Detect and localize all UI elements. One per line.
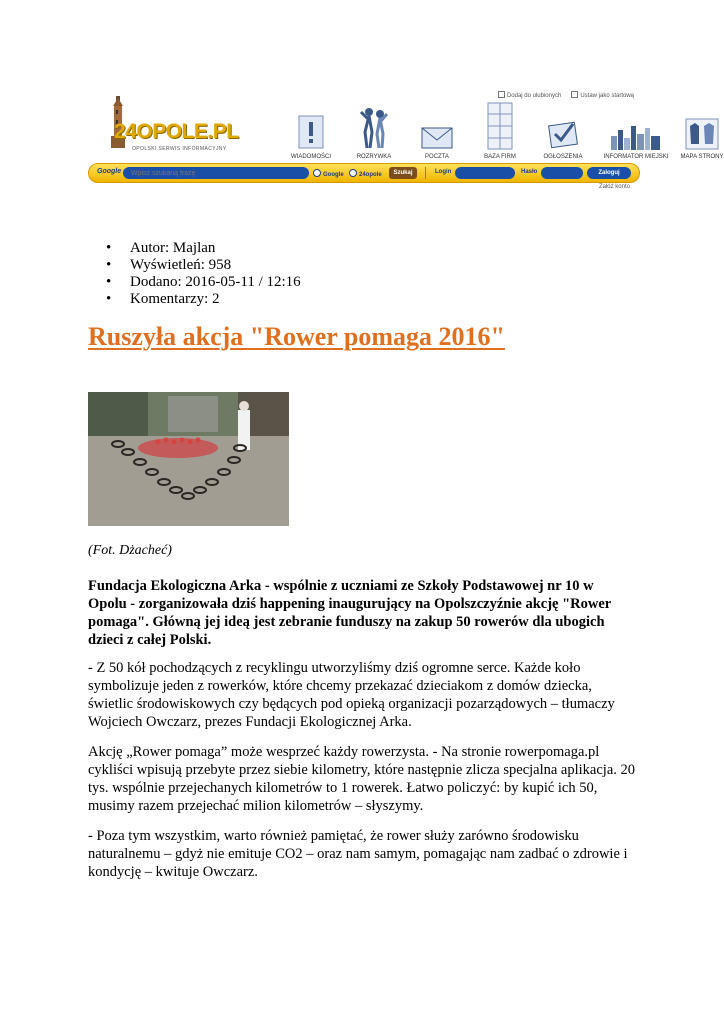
logo-subtitle: OPOLSKI SERWIS INFORMACYJNY: [132, 146, 227, 152]
article-paragraph-1: - Z 50 kół pochodzących z recyklingu utworzyliśmy dziś ogromne serce. Każde koło symbolizuje jeden z rowerków, które chcemy przekazać dzieciakom z domów dziecka, świetlic środowiskowych czy będących pod opieką organizacji pozarządowych – tłumaczy Wojciech Owczarz, prezes Fundacji Ekologicznej Arka.: [88, 660, 615, 730]
meta-author: • Autor: Majlan: [88, 240, 301, 257]
meta-comments: • Komentarzy: 2: [88, 291, 301, 308]
meta-views: • Wyświetleń: 958: [88, 257, 301, 274]
login-button[interactable]: Zaloguj: [587, 167, 631, 179]
shirts-icon: [685, 118, 719, 150]
people-icon: [359, 106, 389, 150]
article-paragraph-3: - Poza tym wszystkim, warto również pamiętać, że rower służy zarówno środowisku naturalnemu – gdyż nie emituje CO2 – oraz nam samym, pomagając nam zadbać o zdrowie i kondycję – kwituje Owczarz.: [88, 828, 628, 880]
search-engine-label: Google: [97, 168, 122, 175]
article-meta: [88, 240, 301, 308]
password-input[interactable]: [541, 167, 583, 179]
shelf-icon: [487, 102, 513, 150]
city-icon: [609, 122, 663, 150]
site-logo[interactable]: [88, 94, 258, 154]
nav-ogloszenia[interactable]: OGŁOSZENIA: [538, 100, 588, 160]
nav-informator-miejski[interactable]: INFORMATOR MIEJSKI: [601, 100, 671, 160]
search-input[interactable]: [123, 167, 309, 179]
article-lead: Fundacja Ekologiczna Arka - wspólnie z uczniami ze Szkoły Podstawowej nr 10 w Opolu - zorganizowała dziś happening inaugurujący na Opolszczyźnie akcję "Rower pomaga". Główną jej ideą jest zebranie funduszy na zakup 50 rowerów dla ubogich dzieci z całej Polski.: [88, 578, 612, 648]
register-link[interactable]: Załóż konto: [598, 184, 630, 190]
search-option-google[interactable]: Google: [313, 169, 344, 178]
nav-rozrywka[interactable]: ROZRYWKA: [349, 100, 399, 160]
logo-wordmark: 24OPOLE.PL: [114, 120, 239, 143]
login-label: Login: [435, 169, 452, 175]
nav-mapa-strony[interactable]: MAPA STRONY: [677, 100, 724, 160]
radio-selected-icon: [313, 169, 321, 177]
article-title[interactable]: Ruszyła akcja "Rower pomaga 2016": [88, 322, 505, 351]
search-button[interactable]: Szukaj: [389, 167, 417, 179]
nav-wiadomosci[interactable]: WIADOMOŚCI: [286, 100, 336, 160]
top-links: [498, 91, 634, 99]
radio-icon: [349, 169, 357, 177]
article-photo: [88, 392, 289, 526]
envelope-icon: [421, 126, 453, 150]
checkbox-icon: [547, 118, 579, 150]
favorites-checkbox-icon: [498, 91, 505, 98]
homepage-checkbox-icon: [571, 91, 578, 98]
heart-of-wheels-photo: [88, 392, 289, 526]
add-favorites-link[interactable]: Dodaj do ulubionych: [498, 91, 561, 99]
photo-caption: (Fot. Dżacheć): [88, 543, 172, 558]
exclamation-icon: [296, 114, 326, 150]
search-bar: [88, 163, 640, 183]
meta-date: • Dodano: 2016-05-11 / 12:16: [88, 274, 301, 291]
search-divider: [425, 167, 426, 179]
nav-poczta[interactable]: POCZTA: [412, 100, 462, 160]
article-paragraph-2: Akcję „Rower pomaga” może wesprzeć każdy rowerzysta. - Na stronie rowerpomaga.pl cykliści wpisują przebyte przez siebie kilometry, które następnie zlicza specjalna aplikacja. 20 tys. wspólnie przejechanych kilometrów to 1 rowerek. Łatwo policzyć: by kupić ich 50, musimy razem przejechać milion kilometrów – słyszymy.: [88, 744, 636, 814]
main-nav: [286, 100, 724, 160]
site-header: [88, 88, 724, 193]
password-label: Hasło: [521, 169, 538, 175]
nav-baza-firm[interactable]: BAZA FIRM: [475, 100, 525, 160]
login-input[interactable]: [455, 167, 515, 179]
search-option-site[interactable]: 24opole: [349, 169, 382, 178]
set-homepage-link[interactable]: Ustaw jako startową: [571, 91, 634, 99]
